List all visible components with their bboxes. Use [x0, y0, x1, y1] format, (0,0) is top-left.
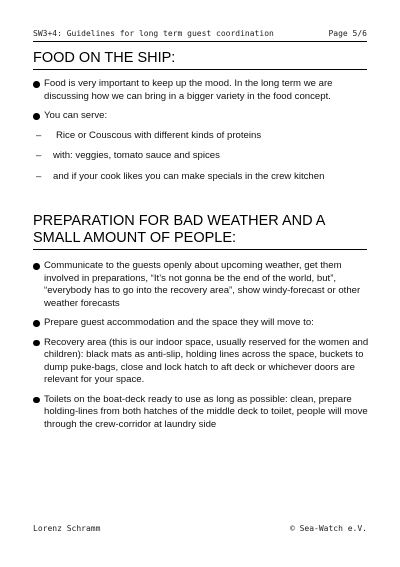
page-footer: [33, 524, 367, 536]
list-item: [33, 317, 375, 330]
sub-list-item: [36, 130, 375, 143]
list-item-text: Toilets on the boat-deck ready to use as long as possible: clean, prepare holding-lines from both hatches of the middle deck to toilet, people will move through the crew-corridor at laundry side: [44, 393, 368, 430]
sub-list-item-text: and if your cook likes you can make specials in the crew kitchen: [53, 170, 325, 182]
list-item: [33, 394, 375, 432]
list-item-text: Recovery area (this is our indoor space, usually reserved for the women and children): black mats as anti-slip, holding lines across the space, buckets to dump puke-bags, close and lock hatch to aft deck or whichever doors are relevant for your space.: [44, 336, 369, 385]
copyright-notice: © Sea-Watch e.V.: [289, 524, 367, 533]
sub-list-item: [36, 150, 375, 163]
section-title-food: FOOD ON THE SHIP:: [33, 50, 367, 70]
dash-icon: –: [36, 150, 42, 161]
dash-icon: –: [36, 170, 42, 182]
bullet-icon: [33, 320, 40, 327]
bullet-icon: [33, 81, 40, 88]
document-title: SW3+4: Guidelines for long term guest coordination: [33, 29, 274, 38]
list-item: [33, 110, 375, 123]
list-item-text: Prepare guest accommodation and the space they will move to:: [44, 317, 314, 328]
sub-list-item-text: with: veggies, tomato sauce and spices: [53, 150, 220, 161]
list-item-text: You can serve:: [44, 110, 108, 121]
bullet-icon: [33, 340, 40, 347]
bullet-icon: [33, 113, 40, 120]
list-item: [33, 337, 375, 387]
sub-list-item: [36, 171, 375, 184]
list-item: [33, 260, 375, 310]
page-header: [33, 27, 367, 42]
author-name: Lorenz Schramm: [33, 524, 101, 533]
bad-weather-list: [33, 260, 375, 438]
list-item-text: Food is very important to keep up the mood. In the long term we are discussing how we can bring in a bigger variety in the food concept.: [44, 78, 333, 102]
bullet-icon: [33, 263, 40, 270]
list-item-text: Communicate to the guests openly about upcoming weather, get them involved in preparations, “It’s not gonna be the end of the world, but”, “everybody has to go into the recovery area”, show windy-forecast or other weather forecasts: [44, 260, 361, 309]
sub-list-item-text: Rice or Couscous with different kinds of proteins: [56, 129, 262, 141]
bullet-icon: [33, 397, 40, 404]
dash-icon: –: [36, 129, 42, 141]
section-title-bad-weather: PREPARATION FOR BAD WEATHER AND A SMALL AMOUNT OF PEOPLE:: [33, 213, 367, 250]
food-list: [33, 78, 375, 191]
list-item: [33, 78, 375, 103]
page-number: Page 5/6: [328, 29, 367, 38]
